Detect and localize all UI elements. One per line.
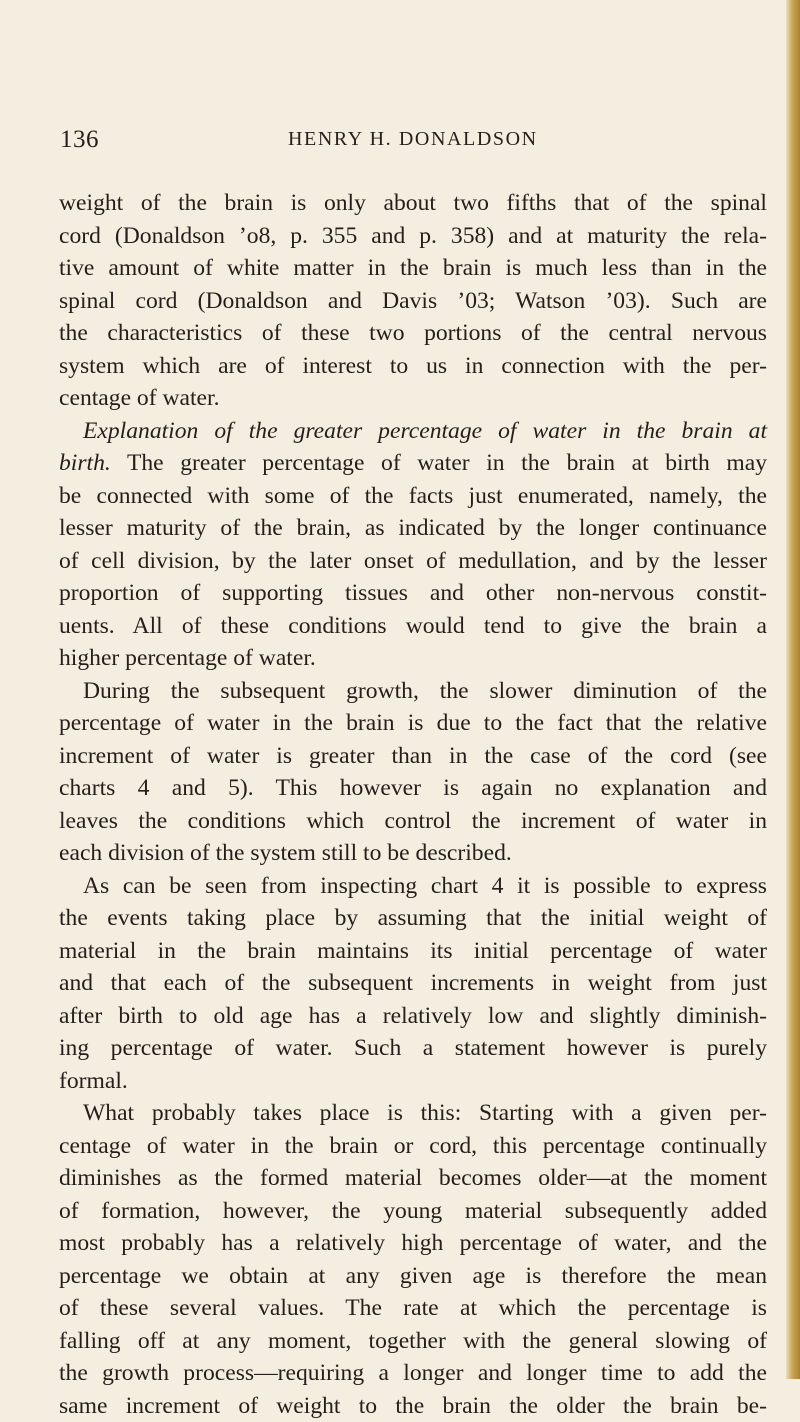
text-line: lesser maturity of the brain, as indicated by the longer continuance	[59, 512, 767, 545]
running-head	[60, 126, 766, 162]
section-heading-line	[59, 415, 767, 448]
text-line: percentage we obtain at any given age is therefore the mean	[59, 1260, 767, 1293]
text-line: tive amount of white matter in the brain is much less than in the	[59, 252, 767, 285]
text-line: same increment of weight to the brain the older the brain be-	[59, 1390, 767, 1422]
text-line: be connected with some of the facts just enumerated, namely, the	[59, 480, 767, 513]
text-line: ing percentage of water. Such a statement however is purely	[59, 1032, 767, 1065]
section-heading-end: birth.	[59, 450, 111, 476]
text-line: birth. The greater percentage of water in the brain at birth may	[59, 447, 767, 480]
text-line: of cell division, by the later onset of medullation, and by the lesser	[59, 545, 767, 578]
text-line: weight of the brain is only about two fifths that of the spinal	[59, 187, 767, 220]
text-line: the events taking place by assuming that the initial weight of	[59, 902, 767, 935]
text-line: spinal cord (Donaldson and Davis ’03; Watson ’03). Such are	[59, 285, 767, 318]
text-line: most probably has a relatively high percentage of water, and the	[59, 1227, 767, 1260]
text-line: centage of water in the brain or cord, this percentage continually	[59, 1130, 767, 1163]
text-line: after birth to old age has a relatively low and slightly diminish-	[59, 1000, 767, 1033]
text-line: higher percentage of water.	[59, 642, 767, 675]
text-line: of these several values. The rate at which the percentage is	[59, 1292, 767, 1325]
section-heading: Explanation of the greater percentage of water in the brain at	[83, 418, 767, 444]
page-edge	[786, 0, 800, 1379]
text-line: cord (Donaldson ’o8, p. 355 and p. 358) and at maturity the rela-	[59, 220, 767, 253]
text-line: material in the brain maintains its initial percentage of water	[59, 935, 767, 968]
text-line: percentage of water in the brain is due to the fact that the relative	[59, 707, 767, 740]
text-line: formal.	[59, 1065, 767, 1098]
text-line: What probably takes place is this: Starting with a given per-	[59, 1097, 767, 1130]
text-line: system which are of interest to us in connection with the per-	[59, 350, 767, 383]
text-line: the characteristics of these two portions of the central nervous	[59, 317, 767, 350]
text-line: the growth process—requiring a longer and longer time to add the	[59, 1357, 767, 1390]
text-line: each division of the system still to be described.	[59, 837, 767, 870]
running-title: HENRY H. DONALDSON	[288, 128, 538, 151]
text-line: uents. All of these conditions would tend to give the brain a	[59, 610, 767, 643]
text-line: falling off at any moment, together with the general slowing of	[59, 1325, 767, 1358]
text-line: proportion of supporting tissues and other non-nervous constit-	[59, 577, 767, 610]
text-line: of formation, however, the young material subsequently added	[59, 1195, 767, 1228]
text-line: During the subsequent growth, the slower diminution of the	[59, 675, 767, 708]
text-line: As can be seen from inspecting chart 4 it is possible to express	[59, 870, 767, 903]
text-line: diminishes as the formed material becomes older—at the moment	[59, 1162, 767, 1195]
text-line: and that each of the subsequent increments in weight from just	[59, 967, 767, 1000]
text-line: increment of water is greater than in the case of the cord (see	[59, 740, 767, 773]
body-text	[59, 187, 767, 1422]
text-line: leaves the conditions which control the increment of water in	[59, 805, 767, 838]
text-line: charts 4 and 5). This however is again no explanation and	[59, 772, 767, 805]
page-number: 136	[60, 126, 99, 154]
text-line: centage of water.	[59, 382, 767, 415]
